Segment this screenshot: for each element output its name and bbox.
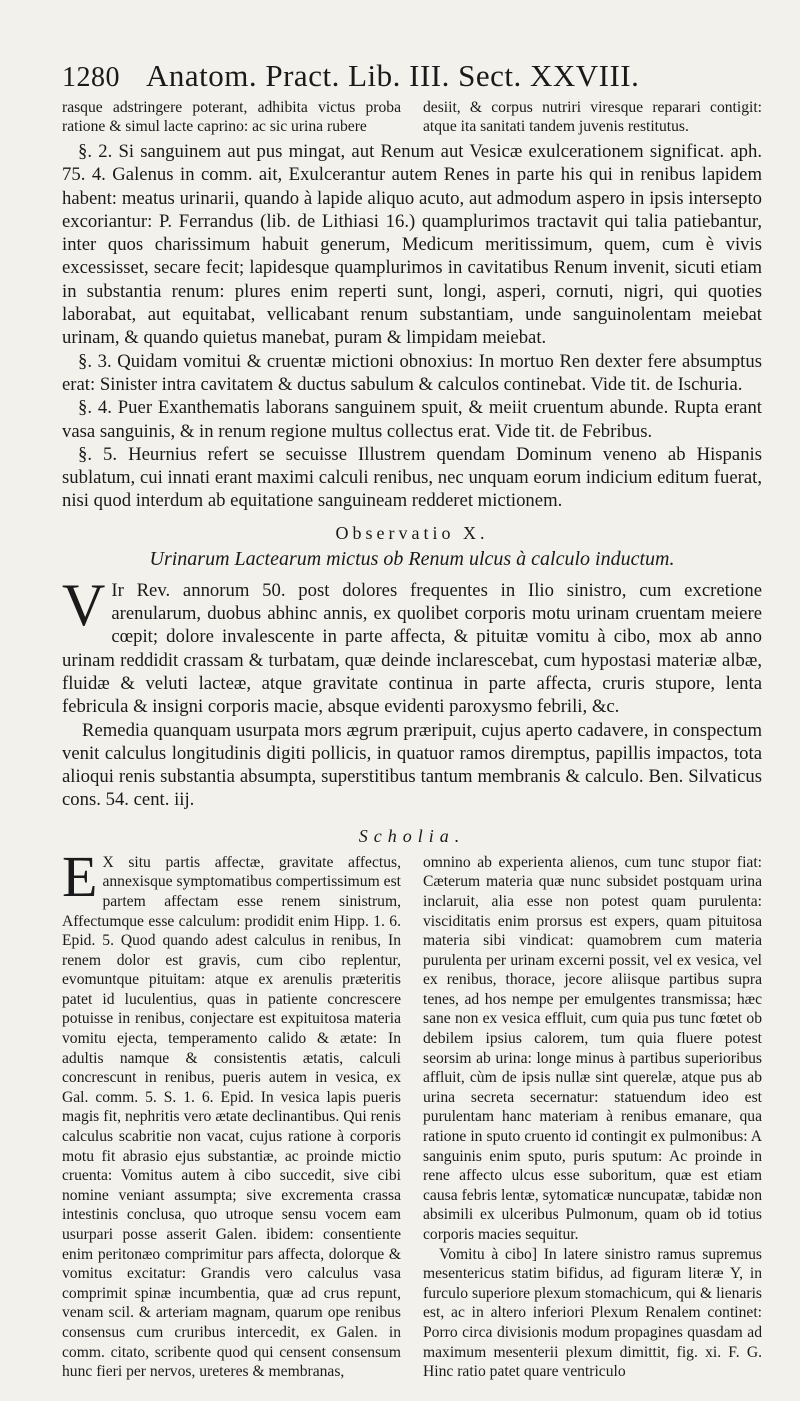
observation-dropcap: V xyxy=(62,571,106,638)
scholia-columns xyxy=(62,843,762,1382)
running-title: Anatom. Pract. Lib. III. Sect. XXVIII. xyxy=(146,58,640,93)
observation-subtitle: Urinarum Lactearum mictus ob Renum ulcus à calculo inductum. xyxy=(149,547,675,570)
observation-paragraph-1: Ir Rev. annorum 50. post dolores frequentes in Ilio sinistro, cum excretione arenularum, duobus abhinc annis, ex quolibet corporis motu urinam cruentam meiere cœpit; dolore invalescente in parte affecta, & pituitæ vomitu à cibo, mox ab anno urinam reddidit crassam & turbatam, quæ deinde inclarescebat, cum hypostasi materiæ albæ, fluidæ & veluti lacteæ, atque gravitate continua in parte affecta, cruris stupore, lenta febricula & insigni corporis macie, absque evidenti paroxysmo febrili, &c. xyxy=(62,579,762,718)
observation-paragraph-2: Remedia quanquam usurpata mors ægrum præripuit, cujus aperto cadavere, in conspectum venit calculus longitudinis digiti pollicis, in quatuor ramos diremptus, papillis impactos, tota alioqui renis substantia absumpta, superstitibus tantum membranis & calculo. Ben. Silvaticus cons. 54. cent. iij. xyxy=(62,719,762,811)
scholia-left-text: X situ partis affectæ, gravitate affectus, annexisque symptomatibus compertissimum est partem affectam esse renem sinistrum, Affectumque esse calculum: prodidit enim Hipp. 1. 6. Epid. 5. Quod quando adest calculus in renibus, In renem dolor est gravis, cum cibo replentur, evomuntque pituitam: atque ex arenulis præteritis patet id luculentius, quas in patiente concrescere potuisse in renibus, conjectare est expituitosa materia vomitu ejecta, temperamento calido & ætate: In adultis namque & consistentis ætatis, calculi concrescunt in renibus, pueris autem in vesica, ex Gal. comm. 5. S. 1. 6. Epid. In vesica lapis pueris magis fit, nephritis vero ætate declinantibus. Qui renis calculus scabritie non vacat, cujus ratione à corporis motu fit abrasio ejus substantiæ, ac proinde mictio cruenta: Vomitus autem à cibo succedit, sive cibi nomine veniant assumpta; sive excrementa crassa intestinis conclusa, quo utroque sensu vocem eam usurpari posse asserit Galen. ibidem: consentiente enim peritonæo comprimitur pars affecta, dolorque & vomitus excitatur: Grandis vero calculus vasa comprimit spinæ incumbentia, quæ ad crus repunt, venam scil. & arteriam magnam, quarum ope renibus consensus cum cruribus intercedit, ex Galen. in comm. citato, scribente quod qui censent consensum hunc fieri per nervos, ureteres & membranas, xyxy=(62,853,401,1381)
section-2: §. 2. Si sanguinem aut pus mingat, aut Renum aut Vesicæ exulcerationem significat. aph. 75. 4. Galenus in comm. ait, Exulcerantur autem Renes in parte his qui in renibus lapidem habent: meatus urinarii, quando à lapide aliquo acuto, aut admodum aspero in ipsis intersepto excoriantur: P. Ferrandus (lib. de Lithiasi 16.) quamplurimos tractavit qui talia patiebantur, inter quos charissimum habuit generum, Medicum meritissimum, quem, cum è vivis excessisset, secare fecit; lapidesque quamplurimos in cavitatibus Renum invenit, sicuti etiam in substantia renum: plures enim reperti sunt, longi, asperi, cornuti, nigri, qui quoties laborabat, aut equitabat, vellicabant renum substantiam, unde sanguinolentam meiebat urinam, & quando quietus manebat, puram & limpidam meiebat. xyxy=(62,141,762,349)
continued-left-text: rasque adstringere poterant, adhibita victus proba ratione & simul lacte caprino: ac sic urina rubere xyxy=(62,99,401,135)
continued-left-column xyxy=(62,98,401,136)
continued-columns xyxy=(62,98,762,136)
scholia-right-column xyxy=(423,853,762,1382)
section-5: §. 5. Heurnius refert se secuisse Illustrem quendam Dominum veneno ab Hispanis sublatum, cui innati erant maximi calculi renibus, nec unquam eorum indicium editum fuerat, nisi quod interdum ab equitatione sanguineam redderet mictionem. xyxy=(62,443,762,512)
scholia-left-column xyxy=(62,843,401,1382)
section-4: §. 4. Puer Exanthematis laborans sanguinem spuit, & meiit cruentum abunde. Rupta erant vasa sanguinis, & in renum regione multus collectus erat. Vide tit. de Febribus. xyxy=(62,397,762,442)
observation-heading: Observatio X. xyxy=(335,522,489,543)
scholia-right-note: Vomitu à cibo] In latere sinistro ramus supremus mesentericus statim bifidus, ad figuram literæ Y, in furculo superiore plexum stomachicum, qui & lienaris est, ac in altero inferiori Plexum Renalem continet: Porro circa divisionis modum propagines quasdam ad maximum mesenterii plexum dimittit, fig. xi. F. G. Hinc ratio patet quare ventriculo xyxy=(423,1245,762,1381)
section-3: §. 3. Quidam vomitui & cruentæ mictioni obnoxius: In mortuo Ren dexter fere absumptus erat: Sinister intra cavitatem & ductus sabulum & calculos continebat. Vide tit. de Ischuria. xyxy=(62,350,762,395)
observation-text xyxy=(62,571,762,812)
running-header xyxy=(62,60,762,94)
page-number: 1280 xyxy=(62,62,120,93)
scholia-heading: Scholia. xyxy=(358,825,466,846)
continued-right-column xyxy=(423,98,762,136)
scholia-dropcap: E xyxy=(62,843,98,909)
scholia-right-text: omnino ab experienta alienos, cum tunc stupor fiat: Cæterum materia quæ nunc subsidet postquam urina inclaruit, alia esse non potest quam purulenta: visciditatis enim prorsus est expers, quam pituitosa materia sibi vindicat: quamobrem cum materia purulenta per urinam excerni possit, vel ex vesica, vel ex renibus, thorace, jecore aliisque partibus supra tenes, ad hos nempe per emulgentes transmissa; hæc sane non ex vesica effluit, cum quia pus tunc fœtet ob debilem ipsius calorem, tum quia fluere potest seorsim ab urina: longe minus à partibus superioribus affluit, cùm de ipsis nullæ sint querelæ, atque pus ab urina secreta secernatur: statuendum ideo est purulentam hanc materiam à renibus emanare, qua ratione in sputo cruento id contingit ex pulmonibus: A sanguinis enim sputo, puris sputum: Ac proinde in rene affecto ulcus esse suboritum, quæ est etiam causa febris lentæ, sytomaticæ nuncupatæ, tabidæ non absimili ex ulceribus Pulmonum, quam ob id totius corporis macies sequitur. xyxy=(423,853,762,1243)
continued-right-text: desiit, & corpus nutriri viresque reparari contigit: atque ita sanitati tandem juvenis restitutus. xyxy=(423,99,762,135)
sections-block xyxy=(62,140,762,513)
